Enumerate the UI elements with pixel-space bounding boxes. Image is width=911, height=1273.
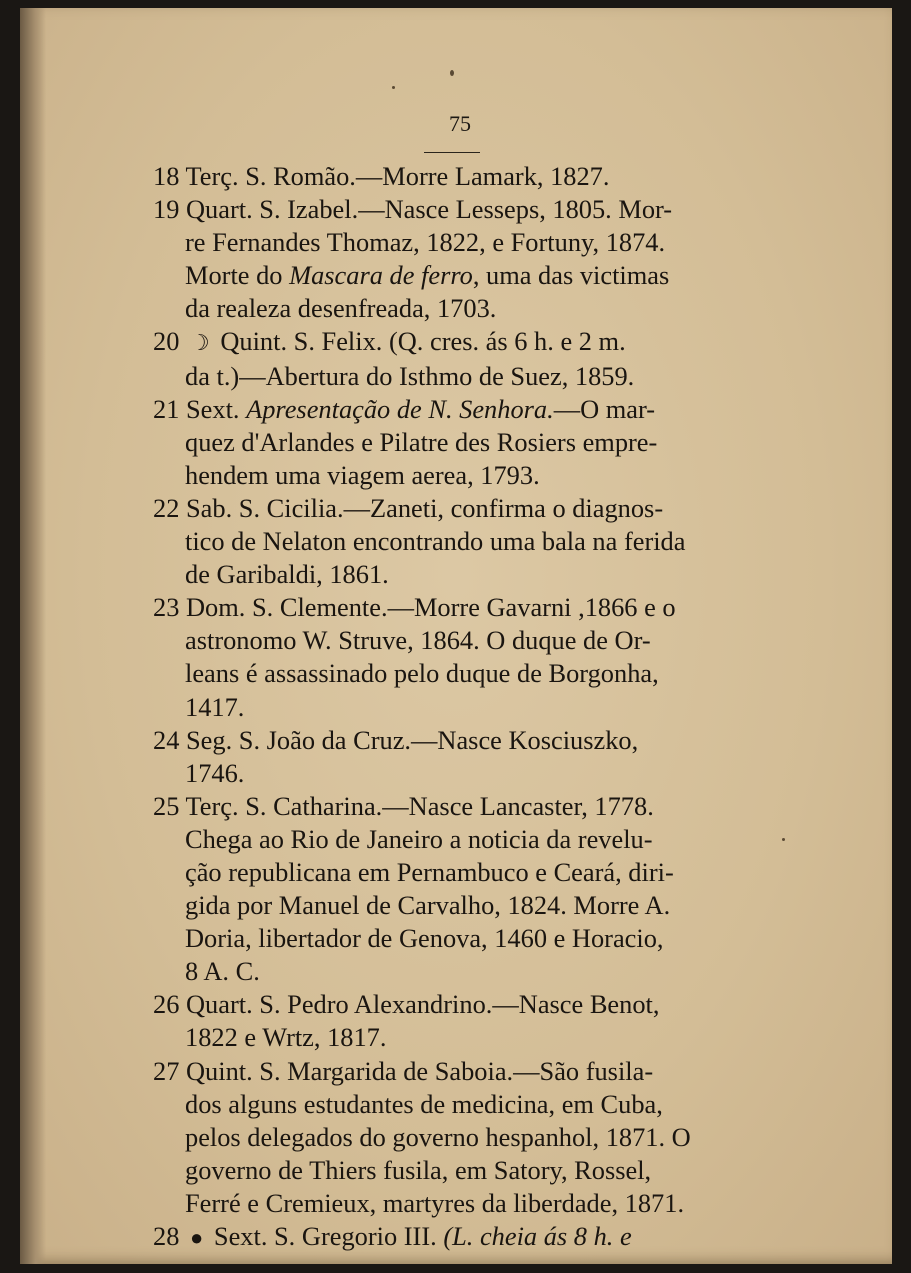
italic-text: Mascara de ferro — [289, 260, 473, 291]
text-segment: , uma das victimas — [472, 260, 670, 291]
entry-continuation-line: Ferré e Cremieux, martyres da liberdade, 1871. — [185, 1187, 685, 1218]
italic-text: (L. cheia ás 8 h. e — [443, 1221, 632, 1251]
entry-first-line — [135, 325, 775, 359]
entry-continuation-line: tico de Nelaton encontrando uma bala na ferida — [185, 526, 686, 557]
entry-continuation-line: de Garibaldi, 1861. — [185, 559, 389, 590]
text-segment: 28 — [153, 1221, 186, 1251]
ink-speck — [392, 86, 395, 89]
entry-first-line — [135, 1220, 775, 1254]
text-segment: —O mar- — [553, 393, 656, 424]
italic-text: Apresentação de N. Senhora. — [246, 393, 554, 424]
entry-continuation-line — [135, 259, 775, 292]
entry-continuation-line: 1746. — [185, 757, 245, 788]
almanac-entries — [135, 160, 775, 1254]
entry-first-line: 24 Seg. S. João da Cruz.—Nasce Kosciuszko, — [153, 724, 639, 755]
entry-first-line: 25 Terç. S. Catharina.—Nasce Lancaster, 1778. — [153, 790, 654, 821]
header-rule — [424, 152, 480, 153]
entry-first-line: 27 Quint. S. Margarida de Saboia.—São fusila- — [153, 1055, 654, 1086]
entry-continuation-line: pelos delegados do governo hespanhol, 1871. O — [185, 1121, 691, 1152]
entry-first-line: 26 Quart. S. Pedro Alexandrino.—Nasce Benot, — [153, 989, 660, 1020]
moon-phase-icon: ☽ — [190, 330, 210, 356]
entry-continuation-line: dos alguns estudantes de medicina, em Cuba, — [185, 1088, 663, 1119]
text-segment: 21 Sext. — [153, 393, 247, 424]
ink-speck — [450, 70, 454, 76]
text-segment: 20 — [153, 326, 186, 357]
entry-continuation-line: 8 A. C. — [185, 956, 260, 987]
ink-speck — [782, 838, 785, 841]
text-segment: Sext. S. Gregorio III. — [207, 1221, 444, 1251]
entry-continuation-line: Doria, libertador de Genova, 1460 e Horacio, — [185, 923, 664, 954]
entry-continuation-line: da t.)—Abertura do Isthmo de Suez, 1859. — [185, 360, 635, 391]
entry-continuation-line: 1822 e Wrtz, 1817. — [185, 1022, 387, 1053]
entry-continuation-line: ção republicana em Pernambuco e Ceará, diri- — [185, 856, 674, 887]
moon-phase-icon: ● — [190, 1225, 204, 1250]
entry-first-line — [135, 393, 775, 426]
entry-continuation-line: quez d'Arlandes e Pilatre des Rosiers empre- — [185, 426, 658, 457]
entry-first-line: 22 Sab. S. Cicilia.—Zaneti, confirma o diagnos- — [153, 492, 664, 523]
entry-continuation-line: hendem uma viagem aerea, 1793. — [185, 459, 540, 490]
entry-continuation-line: leans é assassinado pelo duque de Borgonha, — [185, 658, 659, 689]
page-gutter-shadow — [20, 8, 46, 1264]
text-segment: Quint. S. Felix. (Q. cres. ás 6 h. e 2 m. — [213, 326, 626, 357]
entry-continuation-line: da realeza desenfreada, 1703. — [185, 293, 497, 324]
entry-continuation-line: 1417. — [185, 691, 245, 722]
entry-first-line: 23 Dom. S. Clemente.—Morre Gavarni ,1866 e o — [153, 592, 676, 623]
text-segment: Morte do — [185, 260, 290, 291]
entry-continuation-line: re Fernandes Thomaz, 1822, e Fortuny, 1874. — [185, 227, 666, 258]
page-number: 75 — [449, 111, 471, 136]
entry-continuation-line: governo de Thiers fusila, em Satory, Rossel, — [185, 1154, 652, 1185]
entry-continuation-line: Chega ao Rio de Janeiro a noticia da revelu- — [185, 823, 653, 854]
entry-first-line: 19 Quart. S. Izabel.—Nasce Lesseps, 1805. Mor- — [153, 194, 673, 225]
entry-continuation-line: astronomo W. Struve, 1864. O duque de Or- — [185, 625, 651, 656]
entry-continuation-line: gida por Manuel de Carvalho, 1824. Morre A. — [185, 890, 671, 921]
book-page — [20, 8, 892, 1264]
entry-first-line: 18 Terç. S. Romão.—Morre Lamark, 1827. — [153, 161, 610, 191]
